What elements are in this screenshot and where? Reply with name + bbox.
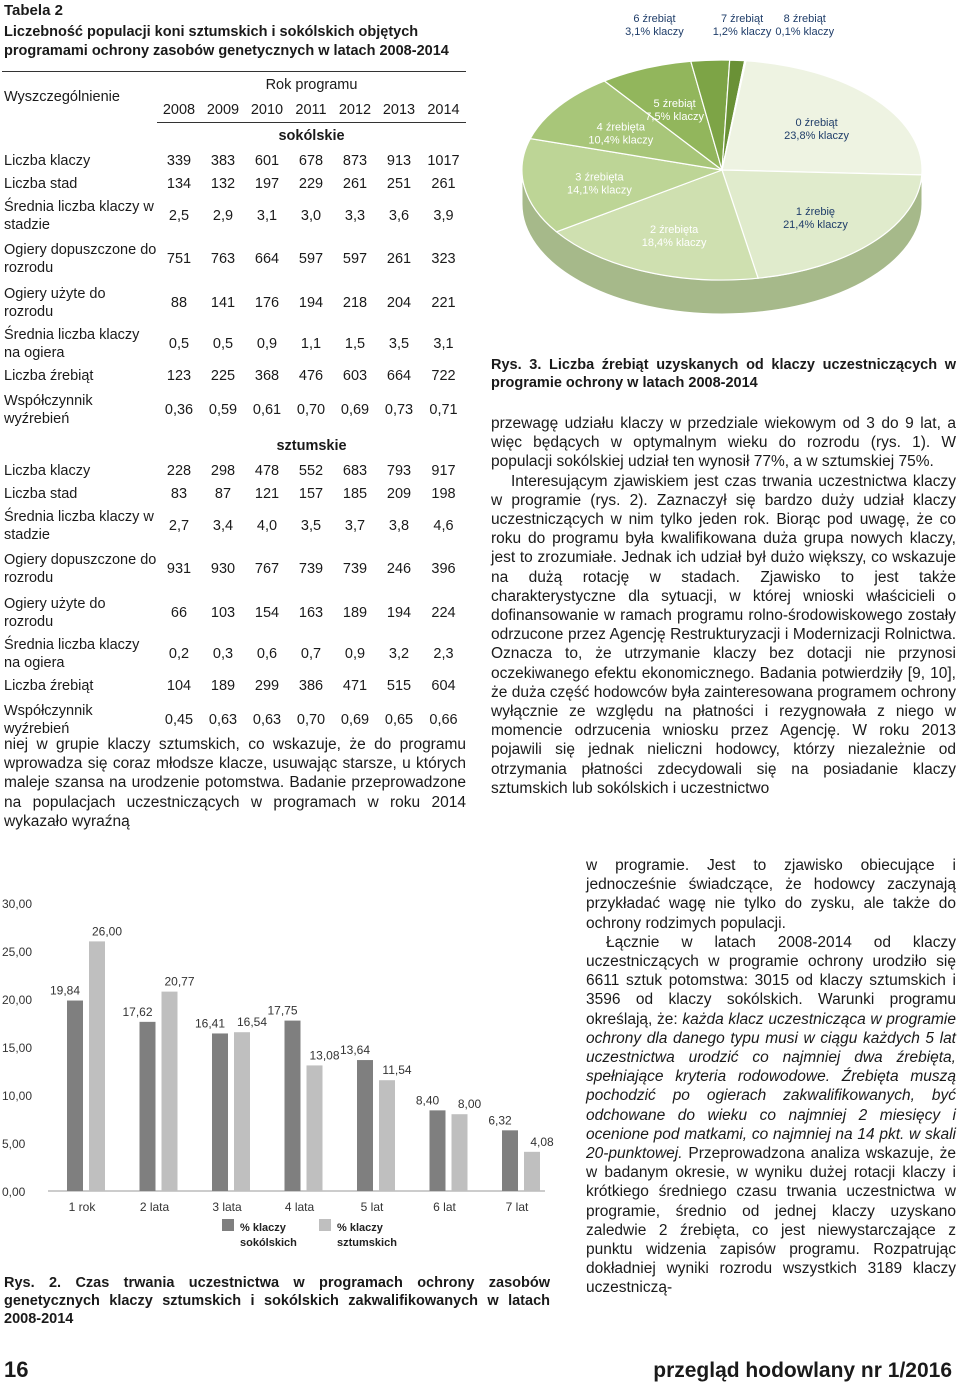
row-label: Średnia liczba klaczy na ogiera [4,326,140,361]
y-tick-label: 25,00 [2,945,33,959]
slice-label: 1 źrebię [795,205,836,218]
bar [307,1065,323,1191]
data-label: 13,08 [309,1048,340,1063]
slice-percent: 0,1% klaczy [775,26,835,38]
table-cell: 88 [170,294,188,311]
data-label: 8,00 [457,1097,482,1112]
table-caption: Liczebność populacji koni sztumskich i sokólskich objętych programami ochrony zasobów genetycznych w latach 2008-2014 [4,24,449,59]
x-tick-label: 3 lata [212,1200,242,1214]
slice-percent: 7,5% klaczy [645,110,704,123]
table-cell: 261 [342,175,368,192]
table-cell: 298 [210,462,236,479]
table-cell: 66 [170,604,188,621]
table-cell: 103 [210,604,236,621]
table-cell: 194 [386,604,412,621]
table-cell: 0,70 [296,712,326,728]
table-cell: 722 [431,367,456,384]
data-label: 17,75 [267,1003,298,1018]
table-cell: 198 [431,485,456,502]
table-cell: 251 [386,175,412,192]
table-cell: 0,71 [429,402,458,418]
y-tick-label: 30,00 [2,897,33,911]
slice-percent: 1,2% klaczy [712,26,772,38]
table-cell: 197 [254,175,280,192]
paragraph [586,933,956,1298]
data-label: 8,40 [415,1093,440,1108]
table-cell: 678 [298,152,324,169]
bar [357,1060,373,1191]
table-cell: 3,5 [300,517,322,534]
data-label: 26,00 [91,924,123,939]
table-cell: 0,7 [300,645,322,662]
table-cell: 0,45 [164,712,194,728]
table-cell: 224 [431,604,456,621]
table-cell: 0,73 [384,402,414,418]
slice-percent: 18,4% klaczy [641,236,707,249]
row-label: Liczba źrebiąt [4,367,94,384]
table-row [2,505,466,546]
y-tick-label: 20,00 [2,993,33,1007]
table-cell: 0,9 [256,335,278,352]
table-cell: 478 [254,462,280,479]
table-cell: 299 [254,677,280,694]
data-table [2,71,466,743]
table-cell: 386 [298,677,324,694]
data-label: 6,32 [488,1113,512,1128]
table-cell: 767 [254,561,280,577]
table-cell: 228 [166,462,192,479]
row-label: Średnia liczba klaczy na ogiera [4,636,140,671]
table-cell: 209 [386,485,412,502]
table-cell: 931 [166,561,192,577]
slice-label: 3 źrebięta [575,171,624,184]
group-header: sokólskie [278,128,345,144]
table-cell: 2,7 [168,517,190,534]
table-cell: 0,5 [212,335,234,352]
table-cell: 0,9 [344,645,366,662]
bar [430,1110,446,1191]
row-label: Liczba stad [4,485,78,502]
row-label: Średnia liczba klaczy w stadzie [4,198,154,233]
year-header: 2008 [157,97,201,123]
bar [379,1080,395,1191]
table-cell: 3,1 [256,207,278,224]
table-cell: 3,0 [300,207,322,224]
row-label: Średnia liczba klaczy w stadzie [4,508,154,543]
table-cell: 0,69 [340,402,370,418]
table-cell: 218 [342,294,368,311]
table-cell: 603 [342,367,368,384]
slice-percent: 10,4% klaczy [588,134,654,147]
slice-percent: 21,4% klaczy [783,218,848,231]
slice-label: 5 źrebiąt [653,97,696,110]
slice-percent: 23,8% klaczy [784,129,849,142]
x-tick-label: 5 lat [360,1200,384,1214]
row-label: Ogiery użyte do rozrodu [4,595,106,630]
y-tick-label: 10,00 [2,1089,33,1103]
x-tick-label: 7 lat [505,1200,529,1214]
table-row [2,282,466,323]
table-cell: 157 [298,485,324,502]
data-label: 19,84 [49,983,81,998]
bar [502,1130,518,1191]
y-tick-label: 0,00 [2,1185,26,1199]
y-tick-label: 15,00 [2,1041,33,1055]
table-row [2,546,466,592]
data-label: 16,54 [236,1015,268,1030]
bar [452,1114,468,1191]
table-cell: 0,63 [208,712,238,728]
table-cell: 3,6 [388,207,410,224]
table-cell: 1,5 [344,335,366,352]
table-row [2,323,466,364]
year-header: 2012 [333,97,377,123]
table-label: Tabela 2 [4,2,63,19]
slice-label: 7 źrebiąt [720,13,764,25]
table-cell: 383 [210,152,236,169]
x-tick-label: 2 lata [139,1200,170,1214]
table-cell: 4,6 [433,517,454,534]
table-row [2,482,466,505]
legend-label: % klaczy [240,1222,286,1234]
table-cell: 0,36 [164,402,194,418]
table-cell: 185 [342,485,368,502]
table-row [2,592,466,633]
paragraph: przewagę udziału klaczy w przedziale wiekowym od 3 do 9 lat, a więc będących w optymalnym wieku do rozrodu (rys. 1). W populacji sokólskiej udział ten wynosił 77%, a w sztumskiej 75%. [491,415,956,471]
table-cell: 3,2 [388,645,410,662]
bar [162,992,178,1191]
table-cell: 134 [166,175,192,192]
table-cell: 204 [386,294,412,311]
bar [212,1033,228,1191]
table-cell: 664 [386,367,412,384]
table-cell: 3,7 [344,517,366,534]
table-cell: 0,69 [340,712,370,728]
table-cell: 3,3 [344,207,366,224]
table-cell: 604 [431,677,456,694]
table-cell: 1017 [427,152,460,169]
legend-label: sztumskich [337,1237,397,1249]
row-label: Ogiery dopuszczone do rozrodu [4,242,157,276]
row-label: Ogiery użyte do rozrodu [4,285,106,320]
row-label: Liczba źrebiąt [4,677,94,694]
table-row [2,459,466,482]
table-row [2,633,466,674]
x-tick-label: 6 lat [433,1200,456,1214]
table-cell: 930 [210,561,236,577]
bar [234,1032,250,1191]
program-rules-quote: każda klacz uczestnicząca w programie ochrony dla danego typu musi w ciągu każdych 5 lat uczestnictwa urodzić co najmniej dwa źrebięta, spełniające kryteria rodowodowe. Źrebięta muszą pochodzić po ogierach zakwalifikowanych, być odchowane do wieku co najmniej 2 miesięcy i ocenione pod matkami, co najmniej na 14 pkt. w skali 20-punktowej. [586,1010,956,1163]
table-cell: 873 [342,152,368,169]
table-cell: 0,63 [252,712,282,728]
header-group: Rok programu [157,72,466,98]
bar [285,1021,301,1191]
table-cell: 189 [342,604,368,621]
table-row [2,674,466,697]
paragraph: w programie. Jest to zjawisko obiecujące i jednocześnie świadczące, że hodowcy zaczynają przykładać wagę nie tylko do zysku, ale także do ochrony rodzimych populacji. [586,857,956,932]
slice-percent: 3,1% klaczy [625,26,684,38]
table-cell: 141 [210,294,236,311]
pie-chart [490,0,960,345]
year-header: 2013 [377,97,421,123]
table-cell: 229 [298,175,324,192]
table-cell: 225 [210,367,236,384]
table-row [2,172,466,195]
slice-percent: 14,1% klaczy [567,184,632,197]
legend-label: sokólskich [240,1237,297,1249]
table-cell: 3,4 [212,517,234,534]
bar-chart [0,885,554,1255]
group-header: sztumskie [276,438,347,454]
table-row [2,149,466,172]
header-label: Wyszczególnienie [2,72,157,123]
table-cell: 4,0 [256,517,278,534]
right-column-text [491,414,956,798]
table-cell: 3,5 [388,335,410,352]
table-cell: 751 [166,251,192,267]
table-cell: 3,8 [388,517,410,534]
right-column-text-continued [586,856,956,1298]
table-cell: 763 [210,251,236,267]
slice-label: 6 źrebiąt [633,13,676,25]
table-cell: 323 [431,251,456,267]
table-cell: 87 [214,485,232,502]
slice-label: 2 źrebięta [649,223,699,236]
table-cell: 121 [254,485,280,502]
paragraph-text: Łącznie w latach 2008-2014 od klaczy uczestniczących w programie ochrony urodziło się 6611 sztuk potomstwa: 3015 od klaczy sztumskich i 3596 od klaczy sokólskich. Warunki programu określają, że: [586,933,956,1028]
table-cell: 515 [386,677,412,694]
row-label: Liczba klaczy [4,152,91,169]
bar [140,1022,156,1191]
row-label: Liczba klaczy [4,462,91,479]
figure-3-caption: Rys. 3. Liczba źrebiąt uzyskanych od klaczy uczestniczących w programie ochrony w latach 2008-2014 [491,357,956,391]
year-header: 2009 [201,97,245,123]
table-cell: 0,3 [212,645,234,662]
table-cell: 176 [254,294,280,311]
data-label: 13,64 [339,1043,371,1058]
data-label: 4,08 [530,1134,554,1149]
table-row [2,236,466,282]
legend-swatch [222,1219,234,1231]
table-cell: 0,61 [252,402,282,418]
table-cell: 194 [298,294,324,311]
data-label: 17,62 [122,1004,153,1019]
journal-name: przegląd hodowlany nr 1/2016 [653,1359,952,1382]
slice-label: 4 źrebięta [596,121,645,134]
table-cell: 339 [166,152,192,169]
table-cell: 83 [170,485,188,502]
table-cell: 0,65 [384,712,414,728]
table-cell: 739 [298,561,324,577]
table-cell: 163 [298,604,324,621]
row-label: Współczynnik wyźrebień [4,393,93,427]
year-header: 2014 [421,97,466,123]
table-cell: 739 [342,561,368,577]
table-cell: 189 [210,677,236,694]
table-cell: 123 [166,367,192,384]
bar [67,1001,83,1191]
table-cell: 793 [386,462,412,479]
table-row [2,364,466,387]
table-cell: 132 [210,175,236,192]
row-label: Ogiery dopuszczone do rozrodu [4,552,157,586]
table-cell: 664 [254,251,280,267]
table-cell: 471 [342,677,368,694]
x-tick-label: 1 rok [68,1200,96,1214]
row-label: Liczba stad [4,175,78,192]
table-cell: 246 [386,561,412,577]
table-cell: 3,1 [433,335,454,352]
table-cell: 396 [431,561,456,577]
page-number: 16 [4,1357,29,1382]
data-label: 20,77 [164,974,195,989]
table-cell: 552 [298,462,324,479]
table-row [2,195,466,236]
left-column-text: niej w grupie klaczy sztumskich, co wskazuje, że do programu wprowadza się coraz młodsze klacze, usuwając starsze, u których maleje szansa na urodzenie potomstwa. Badanie przeprowadzone na populacjach uczestniczących w programach w roku 2014 wykazało wyraźną [4,736,466,830]
table-cell: 476 [298,367,324,384]
table-row [2,387,466,433]
figure-2-caption: Rys. 2. Czas trwania uczestnictwa w programach ochrony zasobów genetycznych klaczy sztumskich i sokólskich zakwalifikowanych w latach 2008-2014 [4,1275,550,1327]
table-cell: 0,5 [168,335,190,352]
paragraph-text: Przeprowadzona analiza wskazuje, że w badanym okresie, w wyniku dużej rotacji klaczy i krótkiego średniego czasu trwania uczestnictwa w programie, średnio od jednej klaczy uzyskano zaledwie 2 źrebięta, co jest niewystarczające z punktu widzenia zapisów programu. Rozpatrując dokładniej wyniki rozrodu wszystkich 3189 klaczy uczestniczą- [586,1145,956,1297]
table-cell: 104 [166,677,192,694]
y-tick-label: 5,00 [2,1137,26,1151]
table-cell: 368 [254,367,280,384]
table-cell: 0,59 [208,402,238,418]
table-cell: 261 [386,251,412,267]
table-cell: 2,5 [168,207,190,224]
table-cell: 0,2 [168,645,190,662]
legend-swatch [319,1219,331,1231]
table-cell: 221 [431,294,456,311]
table-cell: 1,1 [300,335,322,352]
table-cell: 154 [254,604,280,621]
table-cell: 917 [431,462,456,479]
table-cell: 0,70 [296,402,326,418]
table-cell: 597 [298,251,324,267]
data-label: 11,54 [382,1063,412,1078]
table-cell: 683 [342,462,368,479]
legend-label: % klaczy [337,1222,383,1234]
x-tick-label: 4 lata [284,1200,315,1214]
paragraph-text: Interesującym zjawiskiem jest czas trwania uczestnictwa klaczy w programie (rys. 2). Zaznaczył się bardzo duży udział klaczy uczestniczących w nim tylko jeden rok. Biorąc pod uwagę, że co roku do programu była kwalifikowana duża grupa nowych klaczy, jest to zrozumiałe. Jednak ich udział był dużo większy, co wskazuje na dużą rotację w stadach. Zjawisko to jest także charakterystyczne dla sytuacji, w której wnioski właścicieli o dofinansowanie w ramach programu rolno-środowiskowego zostały odrzucone przez Agencję Restrukturyzacji i Modernizacji Rolnictwa. Oznacza to, że utrzymanie klaczy bez dotacji nie przynosi oczekiwanego efektu ekonomicznego. Badania potwierdziły [9, 10], że duża część hodowców była zainteresowana programem ochrony wyłącznie ze względu na płatności i rezygnowała z niego w momencie odrzucenia wniosku przez Agencję. W roku 2013 pojawili się jednak nieliczni hodowcy, którzy niezależnie od otrzymania płatności zdecydowali się na posiadanie klaczy sztumskich lub sokólskich i uczestnictwo [491,472,956,797]
table-cell: 0,6 [256,645,278,662]
table-cell: 261 [431,175,456,192]
table-cell: 2,9 [212,207,234,224]
table-cell: 601 [254,152,280,169]
table-cell: 2,3 [433,645,454,662]
slice-label: 8 źrebiąt [783,13,826,25]
table-cell: 597 [342,251,368,267]
paragraph [491,472,956,798]
year-header: 2010 [245,97,289,123]
bar [524,1152,540,1191]
data-label: 16,41 [194,1016,226,1031]
table-cell: 3,9 [433,207,454,224]
year-header: 2011 [289,97,333,123]
bar [89,941,105,1191]
table-cell: 913 [386,152,412,169]
row-label: Współczynnik wyźrebień [4,703,93,737]
slice-label: 0 źrebiąt [795,116,838,129]
table-cell: 0,66 [429,712,458,728]
